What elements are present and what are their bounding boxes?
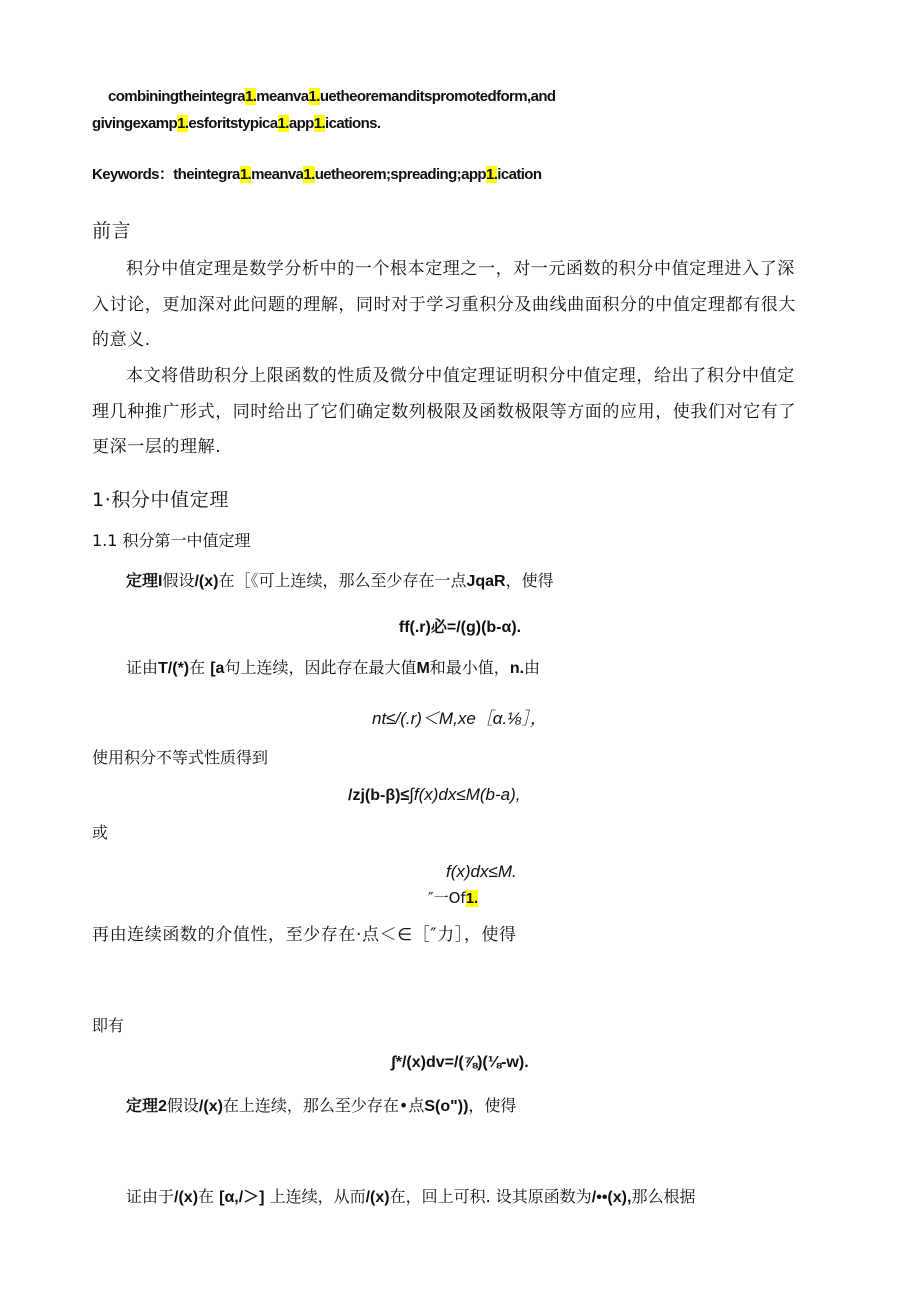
- highlight: 1.: [244, 88, 257, 105]
- highlight: 1.: [465, 890, 479, 907]
- highlight: 1.: [308, 88, 320, 105]
- equation-2: nt≤/(.r)＜M,xe［α.⅛］，: [372, 709, 547, 728]
- abstract-line-2: givingexamp1.esforitstypica1.app1.ications.: [92, 115, 381, 132]
- equation-5: ∫*/(x)dv=/(⅞)(⅛-w).: [391, 1054, 529, 1071]
- highlight: 1.: [177, 115, 189, 132]
- equation-4-denominator: ″一Of1.: [428, 889, 479, 907]
- or-text: 或: [92, 823, 109, 842]
- preface-title: 前言: [92, 220, 132, 242]
- highlight: 1.: [485, 166, 498, 183]
- equation-1: ff(.r)必=/(g)(b-α).: [398, 619, 522, 636]
- preface-p2-line-2: 理几种推广形式，同时给出了它们确定数列极限及函数极限等方面的应用，使我们对它有了: [92, 402, 796, 422]
- theorem-1: 定理I假设/(x)在［《可上连续，那么至少存在一点JqaR，使得: [126, 571, 554, 590]
- highlight: 1.: [313, 115, 326, 132]
- use-inequality-text: 使用积分不等式性质得到: [92, 748, 269, 767]
- highlight: 1.: [277, 115, 289, 132]
- preface-p2-line-3: 更深一层的理解.: [92, 437, 222, 457]
- proof-2-line: 证由于/(x)在 [α,/＞] 上连续，从而/(x)在，回上可积. 设其原函数为/••(x),那么根据: [126, 1187, 696, 1206]
- preface-p1-line-3: 的意义.: [92, 330, 151, 350]
- section-title: 1·积分中值定理: [92, 489, 229, 511]
- highlight: 1.: [239, 166, 252, 183]
- theorem-2: 定理2假设/(x)在上连续，那么至少存在•点S(o"))，使得: [126, 1096, 517, 1115]
- preface-p2-line-1: 本文将借助积分上限函数的性质及微分中值定理证明积分中值定理，给出了积分中值定: [126, 366, 795, 386]
- namely-text: 即有: [92, 1016, 125, 1035]
- equation-4: f(x)dx≤M.: [446, 862, 517, 881]
- highlight: 1.: [303, 166, 315, 183]
- continuity-text: 再由连续函数的介值性，至少存在·点＜∈［″力］，使得: [92, 925, 517, 945]
- preface-p1-line-1: 积分中值定理是数学分析中的一个根本定理之一，对一元函数的积分中值定理进入了深: [126, 259, 795, 279]
- proof-1-line: 证由T/(*)在 [a句上连续，因此存在最大值M和最小值，n.由: [126, 658, 541, 677]
- abstract-line-1: combiningtheintegra1.meanva1.uetheoremanditspromotedform,and: [108, 88, 556, 105]
- preface-p1-line-2: 入讨论，更加深对此问题的理解，同时对于学习重积分及曲线曲面积分的中值定理都有很大: [92, 295, 796, 315]
- keywords-line: Keywords：theintegra1.meanva1.uetheorem;spreading;app1.ication: [92, 166, 542, 183]
- equation-3: /zj(b-β)≤∫f(x)dx≤M(b-a),: [348, 785, 521, 804]
- subsection-title: 1.1 积分第一中值定理: [92, 531, 251, 550]
